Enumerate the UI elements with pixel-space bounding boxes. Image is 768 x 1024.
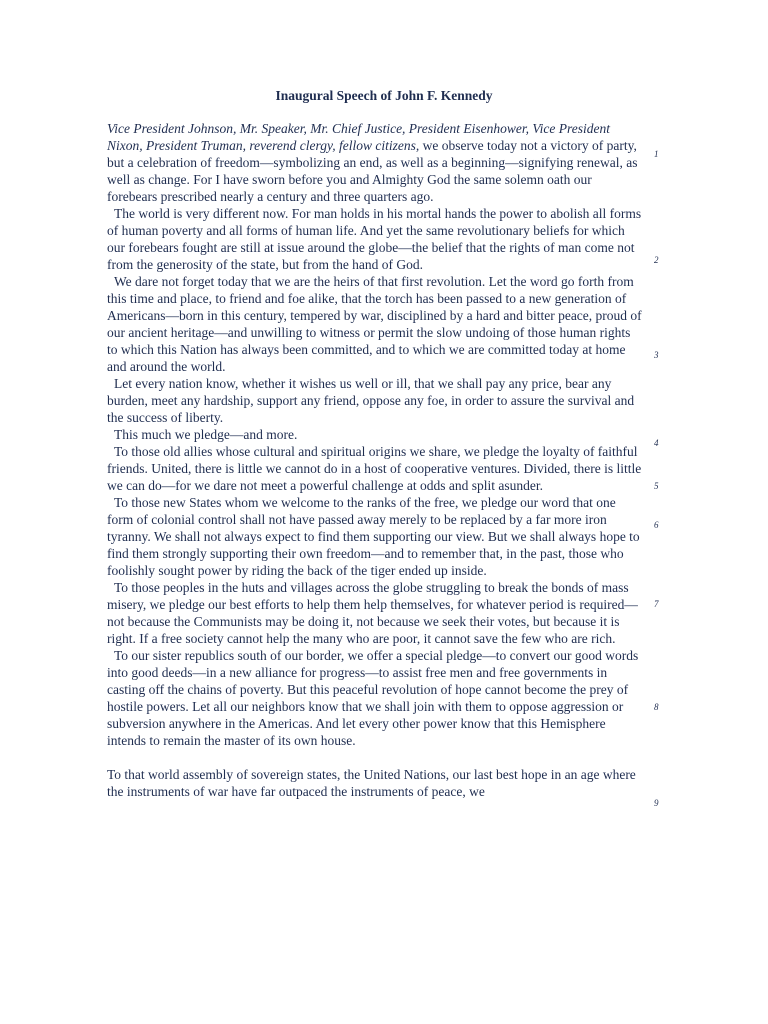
paragraph-number: 5 — [654, 481, 659, 491]
paragraph-text: The world is very different now. For man holds in his mortal hands the power to abolish all forms of human poverty and all forms of human life. And yet the same revolutionary beliefs for which our forebears fought are still at issue around the globe—the belief that the rights of man come not from the generosity of the state, but from the hand of God. — [107, 206, 642, 272]
paragraph-number: 4 — [654, 438, 659, 448]
paragraph-5 — [107, 426, 642, 443]
paragraph-number: 8 — [654, 702, 659, 712]
paragraph-number: 2 — [654, 255, 659, 265]
paragraph-10 — [107, 766, 642, 800]
paragraph-4 — [107, 375, 642, 426]
paragraph-text: To those new States whom we welcome to the ranks of the free, we pledge our word that one form of colonial control shall not have passed away merely to be replaced by a far more iron tyranny. We shall not always expect to find them supporting our view. But we shall always hope to find them strongly supporting their own freedom—and to remember that, in the past, those who foolishly sought power by riding the back of the tiger ended up inside. — [107, 495, 640, 578]
paragraph-text: we observe today not a victory of party, but a celebration of freedom—symbolizing an end, as well as a beginning—signifying renewal, as well as change. For I have sworn before you and Almighty God the same solemn oath our forebears prescribed nearly a century and three quarters ago. — [107, 138, 638, 204]
paragraph-9 — [107, 647, 642, 749]
paragraph-7 — [107, 494, 642, 579]
document-title: Inaugural Speech of John F. Kennedy — [275, 88, 493, 103]
paragraph-number: 1 — [654, 149, 659, 159]
paragraph-8 — [107, 579, 642, 647]
paragraph-text: To those old allies whose cultural and spiritual origins we share, we pledge the loyalty of faithful friends. United, there is little we cannot do in a host of cooperative ventures. Divided, there is little we can do—for we dare not meet a powerful challenge at odds and split asunder. — [107, 444, 642, 493]
paragraph-6 — [107, 443, 642, 494]
paragraph-text: This much we pledge—and more. — [114, 427, 298, 442]
paragraph-number: 7 — [654, 599, 659, 609]
paragraph-number: 9 — [654, 798, 659, 808]
salutation: Vice President Johnson, Mr. Speaker, Mr. Chief Justice, President Eisenhower, Vice President Nixon, President Truman, reverend clergy, fellow citizens, — [107, 121, 611, 153]
paragraph-number: 3 — [654, 350, 659, 360]
paragraph-text: We dare not forget today that we are the heirs of that first revolution. Let the word go forth from this time and place, to friend and foe alike, that the torch has been passed to a new generation of Americans—born in this century, tempered by war, disciplined by a hard and bitter peace, proud of our ancient heritage—and unwilling to witness or permit the slow undoing of those human rights to which this Nation has always been committed, and to which we are committed today at home and around the world. — [107, 274, 642, 374]
paragraph-text: To those peoples in the huts and villages across the globe struggling to break the bonds of mass misery, we pledge our best efforts to help them help themselves, for whatever period is required—not because the Communists may be doing it, not because we seek their votes, but because it is right. If a free society cannot help the many who are poor, it cannot save the few who are rich. — [107, 580, 638, 646]
paragraph-number: 6 — [654, 520, 659, 530]
paragraph-3 — [107, 273, 642, 375]
speech-body — [107, 120, 642, 800]
paragraph-text: To that world assembly of sovereign states, the United Nations, our last best hope in an age where the instruments of war have far outpaced the instruments of peace, we — [107, 767, 636, 799]
paragraph-2 — [107, 205, 642, 273]
paragraph-text: To our sister republics south of our border, we offer a special pledge—to convert our good words into good deeds—in a new alliance for progress—to assist free men and free governments in casting off the chains of poverty. But this peaceful revolution of hope cannot become the prey of hostile powers. Let all our neighbors know that we shall join with them to oppose aggression or subversion anywhere in the Americas. And let every other power know that this Hemisphere intends to remain the master of its own house. — [107, 648, 639, 748]
paragraph-1 — [107, 120, 642, 205]
paragraph-text: Let every nation know, whether it wishes us well or ill, that we shall pay any price, bear any burden, meet any hardship, support any friend, oppose any foe, in order to assure the survival and the success of liberty. — [107, 376, 635, 425]
